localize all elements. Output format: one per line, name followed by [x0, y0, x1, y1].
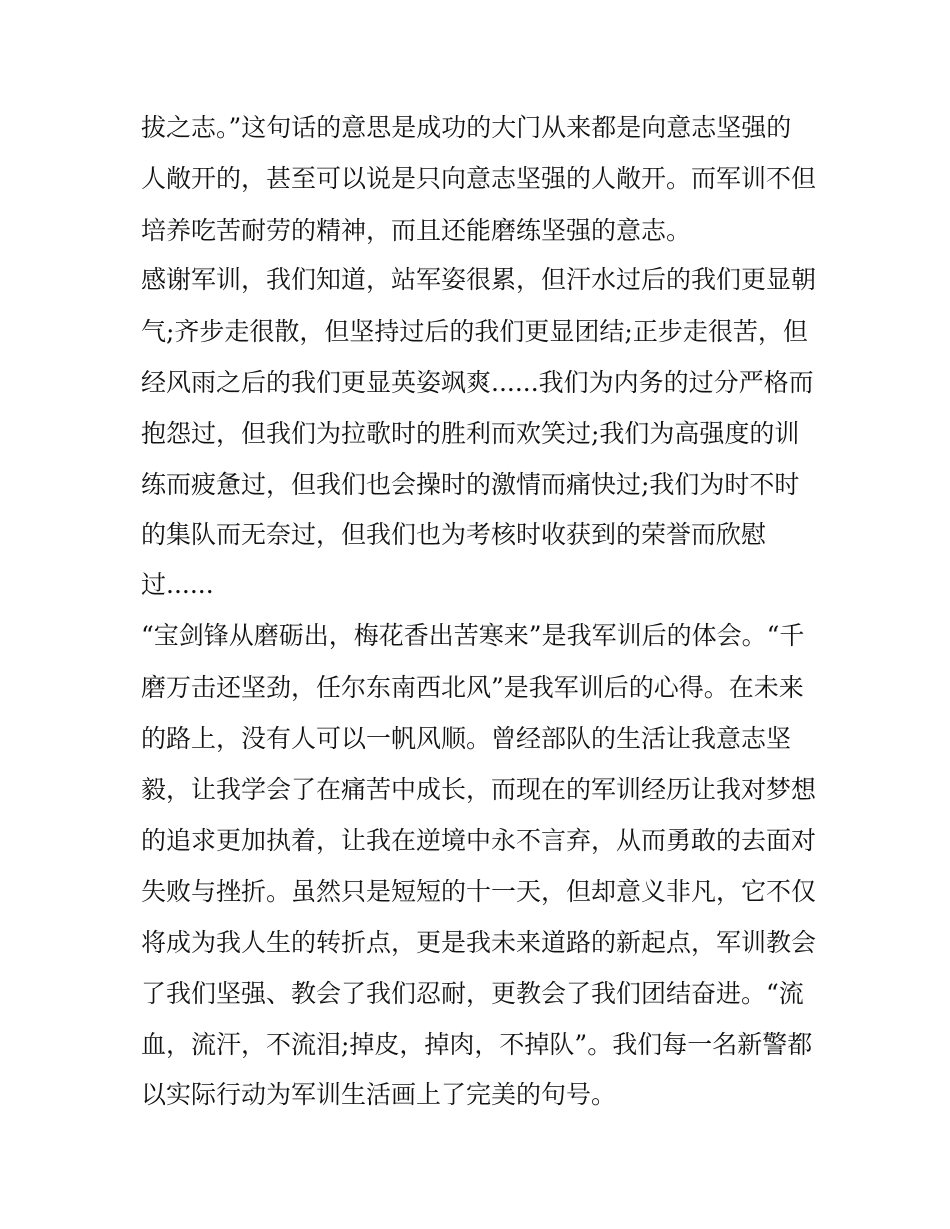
text-line: 的追求更加执着，让我在逆境中永不言弃，从而勇敢的去面对 — [141, 826, 817, 855]
text-line: 毅，让我学会了在痛苦中成长，而现在的军训经历让我对梦想 — [141, 775, 817, 804]
text-line: 感谢军训，我们知道，站军姿很累，但汗水过后的我们更显朝 — [141, 265, 817, 294]
text-line: 拔之志。”这句话的意思是成功的大门从来都是向意志坚强的 — [141, 113, 792, 142]
text-line: 的路上，没有人可以一帆风顺。曾经部队的生活让我意志坚 — [141, 724, 792, 753]
text-line: “宝剑锋从磨砺出，梅花香出苦寒来”是我军训后的体会。“千 — [141, 621, 805, 650]
text-line: 过...... — [141, 570, 214, 599]
text-line: 将成为我人生的转折点，更是我未来道路的新起点，军训教会 — [141, 928, 817, 957]
text-line: 失败与挫折。虽然只是短短的十一天，但却意义非凡，它不仅 — [141, 877, 817, 906]
text-line: 气;齐步走很散，但坚持过后的我们更显团结;正步走很苦，但 — [141, 317, 808, 346]
text-line: 经风雨之后的我们更显英姿飒爽......我们为内务的过分严格而 — [141, 368, 814, 397]
text-line: 磨万击还坚劲，任尔东南西北风”是我军训后的心得。在未来 — [141, 673, 804, 702]
text-line: 抱怨过，但我们为拉歌时的胜利而欢笑过;我们为高强度的训 — [141, 419, 800, 448]
text-line: 的集队而无奈过，但我们也为考核时收获到的荣誉而欣慰 — [141, 520, 767, 549]
text-line: 练而疲惫过，但我们也会操时的激情而痛快过;我们为时不时 — [141, 470, 800, 499]
text-line: 人敞开的，甚至可以说是只向意志坚强的人敞开。而军训不但 — [141, 164, 817, 193]
text-line: 培养吃苦耐劳的精神，而且还能磨练坚强的意志。 — [141, 216, 692, 245]
text-line: 以实际行动为军训生活画上了完美的句号。 — [141, 1080, 617, 1109]
text-line: 血，流汗，不流泪;掉皮，掉肉，不掉队”。我们每一名新警都 — [141, 1030, 813, 1059]
text-line: 了我们坚强、教会了我们忍耐，更教会了我们团结奋进。“流 — [141, 979, 804, 1008]
